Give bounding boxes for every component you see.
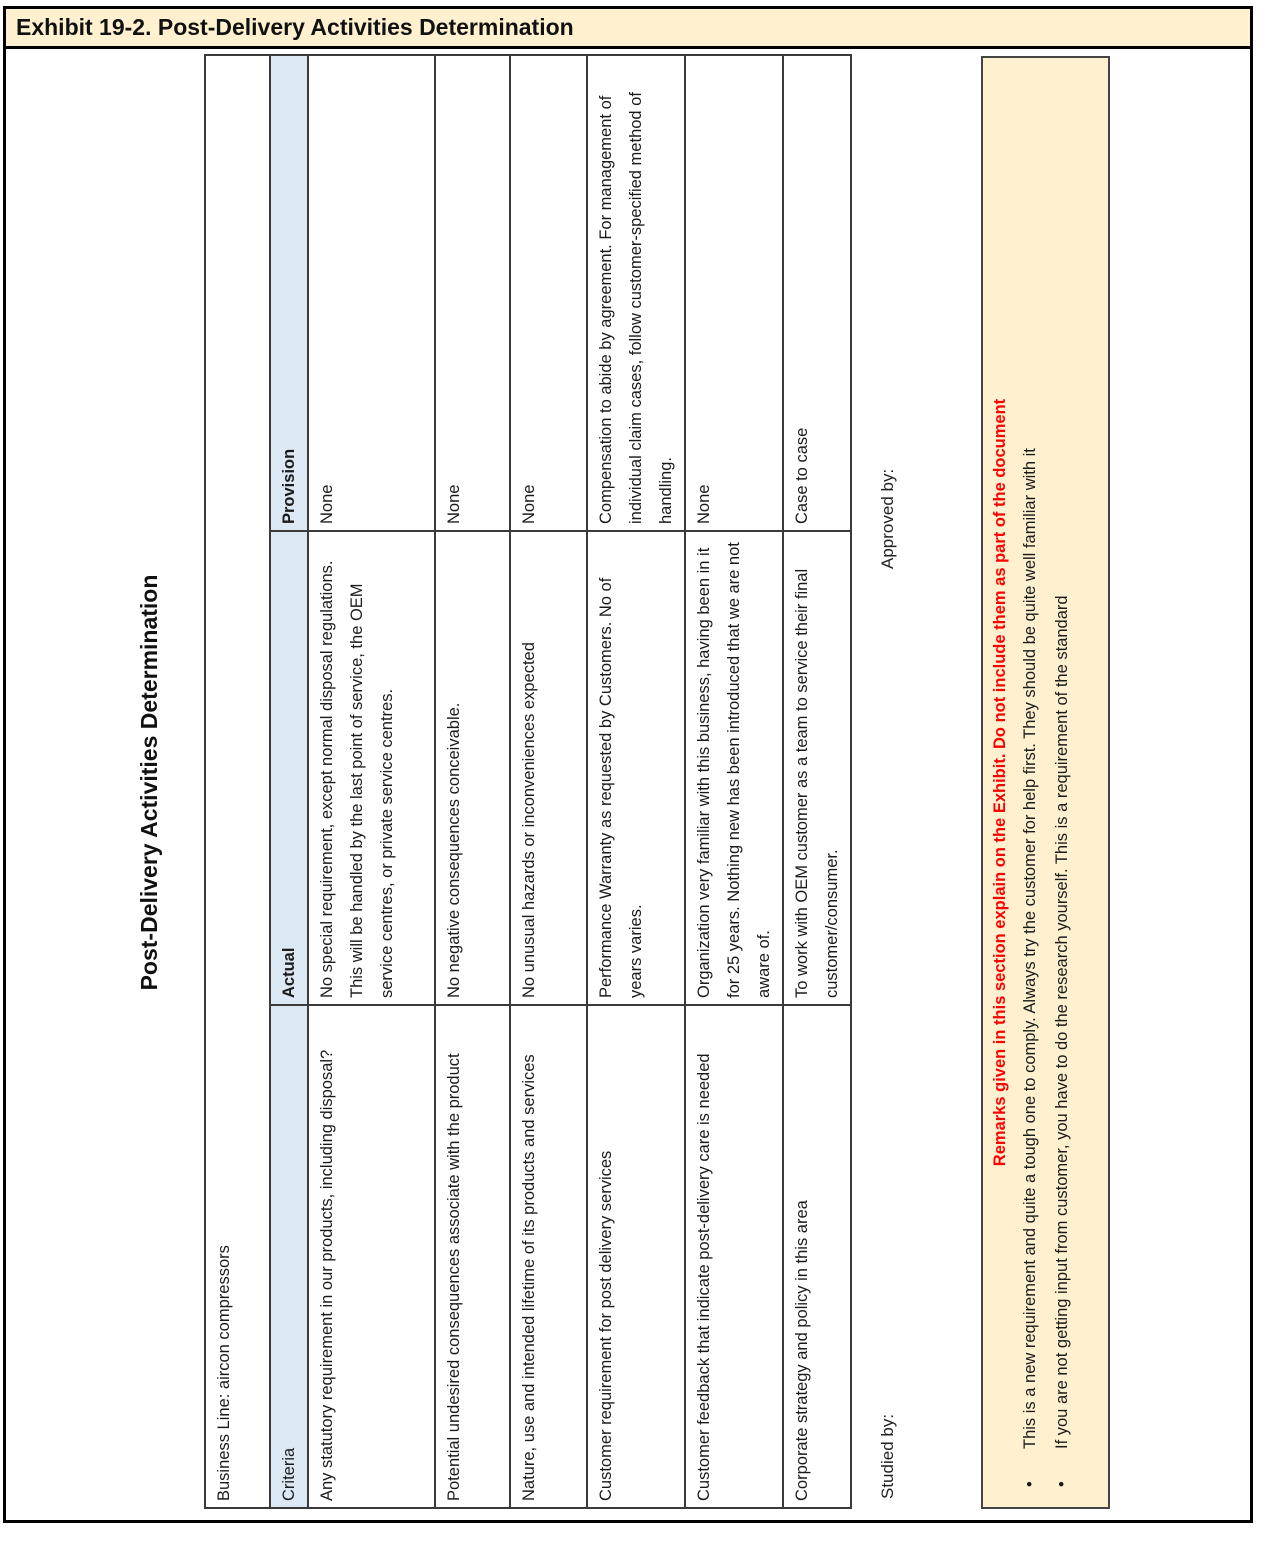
- business-line: Business Line: aircon compressors: [205, 55, 270, 1508]
- remarks-item: [1046, 58, 1078, 1487]
- bullet-icon: •: [1021, 1481, 1039, 1487]
- criteria-cell: Corporate strategy and policy in this area: [783, 1005, 851, 1508]
- actual-cell: Performance Warranty as requested by Customers. No of years varies.: [587, 531, 685, 1005]
- provision-cell: None: [308, 55, 435, 531]
- actual-cell: Organization very familiar with this business, having been in it for 25 years. Nothing new has been introduced that we are not aware of.: [685, 531, 783, 1005]
- bullet-icon: •: [1053, 1481, 1071, 1487]
- table-row: [783, 55, 851, 1508]
- remarks-title: Remarks given in this section explain on the Exhibit. Do not include them as part of the document: [991, 398, 1009, 1167]
- actual-cell: No unusual hazards or inconveniences expected: [510, 531, 587, 1005]
- actual-cell: No negative consequences conceivable.: [435, 531, 510, 1005]
- remarks-item-text: This is a new requirement and quite a tough one to comply. Always try the customer for help first. They should be quite well familiar with it: [1021, 448, 1039, 1449]
- criteria-cell: Nature, use and intended lifetime of its products and services: [510, 1005, 587, 1508]
- rotated-document: [130, 56, 1110, 1509]
- document-title: Post-Delivery Activities Determination: [136, 574, 162, 991]
- provision-cell: Compensation to abide by agreement. For management of individual claim cases, follow customer-specified method of handling.: [587, 55, 685, 531]
- exhibit-title: Exhibit 19-2. Post-Delivery Activities Determination: [6, 9, 1250, 49]
- provision-cell: Case to case: [783, 55, 851, 531]
- remarks-box: [981, 56, 1110, 1509]
- table-row: [510, 55, 587, 1508]
- table-row: [435, 55, 510, 1508]
- criteria-cell: Any statutory requirement in our products, including disposal?: [308, 1005, 435, 1508]
- remarks-item-text: If you are not getting input from customer, you have to do the research yourself. This is a requirement of the standard: [1053, 595, 1071, 1449]
- remarks-list: [1014, 58, 1078, 1507]
- table-header-row: [270, 55, 308, 1508]
- table-row: [685, 55, 783, 1508]
- studied-by-label: Studied by:: [878, 1413, 897, 1499]
- column-header-criteria: Criteria: [270, 1005, 308, 1508]
- criteria-cell: Customer feedback that indicate post-delivery care is needed: [685, 1005, 783, 1508]
- criteria-table: [204, 54, 852, 1509]
- provision-cell: None: [435, 55, 510, 531]
- table-row: [308, 55, 435, 1508]
- actual-cell: To work with OEM customer as a team to service their final customer/consumer.: [783, 531, 851, 1005]
- business-line-row: [205, 55, 270, 1508]
- criteria-cell: Potential undesired consequences associate with the product: [435, 1005, 510, 1508]
- provision-cell: None: [685, 55, 783, 531]
- criteria-cell: Customer requirement for post delivery services: [587, 1005, 685, 1508]
- approved-by-label: Approved by:: [878, 468, 897, 569]
- remarks-item: [1014, 58, 1046, 1487]
- provision-cell: None: [510, 55, 587, 531]
- table-row: [587, 55, 685, 1508]
- column-header-provision: Provision: [270, 55, 308, 531]
- column-header-actual: Actual: [270, 531, 308, 1005]
- actual-cell: No special requirement, except normal disposal regulations. This will be handled by the last point of service, the OEM service centres, or private service centres.: [308, 531, 435, 1005]
